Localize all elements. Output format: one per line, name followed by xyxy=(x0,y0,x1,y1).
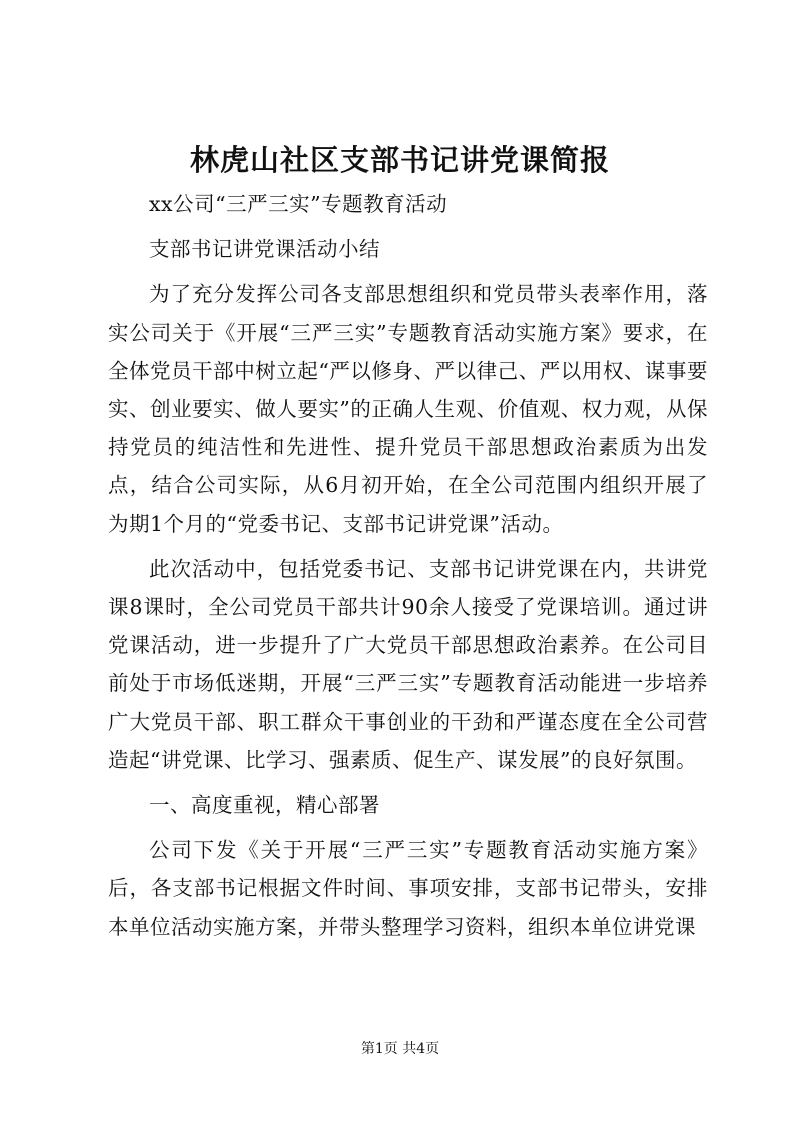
section-heading-1: 一、高度重视，精心部署 xyxy=(149,793,380,818)
document-title: 林虎山社区支部书记讲党课简报 xyxy=(189,143,610,177)
paragraph-activity-results: 此次活动中，包括党委书记、支部书记讲党课在内，共讲党课8课时，全公司党员干部共计90余人接受了党课培训。通过讲党课活动，进一步提升了广大党员干部思想政治素养。在公司目前处于市场低迷期，开展“三严三实”专题教育活动能进一步培养广大党员干部、职工群众干事创业的干劲和严谨态度在全公司营造起“讲党课、比学习、强素质、促生产、谋发展”的良好氛围。 xyxy=(108,556,708,772)
document-body xyxy=(108,185,708,946)
subtitle-company-activity: xx公司“三严三实”专题教育活动 xyxy=(149,192,448,216)
page-number-footer: 第1页 共4页 xyxy=(360,1041,440,1057)
paragraph-introduction: 为了充分发挥公司各支部思想组织和党员带头表率作用，落实公司关于《开展“三严三实”专题教育活动实施方案》要求，在全体党员干部中树立起“严以修身、严以律己、严以用权、谋事要实、创业要实、做人要实”的正确人生观、价值观、权力观，从保持党员的纯洁性和先进性、提升党员干部思想政治素质为出发点，结合公司实际，从6月初开始，在全公司范围内组织开展了为期1个月的“党委书记、支部书记讲党课”活动。 xyxy=(108,282,708,536)
subtitle-activity-summary: 支部书记讲党课活动小结 xyxy=(149,237,380,262)
paragraph-deployment: 公司下发《关于开展“三严三实”专题教育活动实施方案》后，各支部书记根据文件时间、事项安排，支部书记带头，安排本单位活动实施方案，并带头整理学习资料，组织本单位讲党课 xyxy=(108,838,708,939)
